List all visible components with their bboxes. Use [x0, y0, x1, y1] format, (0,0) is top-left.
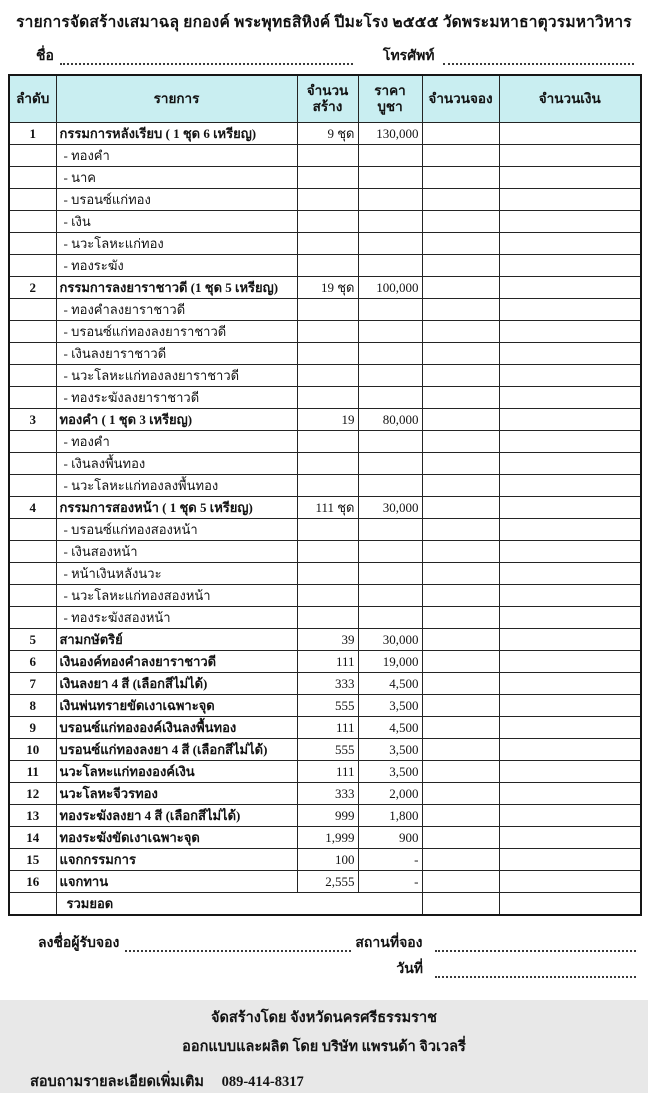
table-row [9, 233, 641, 255]
cell-qty [297, 453, 358, 475]
page-title: รายการจัดสร้างเสมาฉลุ ยกองค์ พระพุทธสิหิงค์ ปีมะโรง ๒๕๕๕ วัดพระมหาธาตุวรมหาวิหาร [16, 14, 632, 31]
cell-qty [297, 189, 358, 211]
cell-price [358, 211, 422, 233]
made-by-line: จัดสร้างโดย จังหวัดนครศรีธรรมราช [211, 1010, 437, 1026]
cell-item: เงินพ่นทรายขัดเงาเฉพาะจุด [56, 695, 297, 717]
cell-qty [297, 541, 358, 563]
cell-booking [422, 629, 499, 651]
cell-item: - บรอนซ์แก่ทองลงยาราชาวดี [56, 321, 297, 343]
cell-amount [499, 233, 641, 255]
table-row [9, 299, 641, 321]
cell-amount [499, 299, 641, 321]
cell-booking [422, 321, 499, 343]
cell-booking [422, 827, 499, 849]
cell-price: 30,000 [358, 497, 422, 519]
cell-no [9, 453, 56, 475]
cell-no [9, 607, 56, 629]
cell-no [9, 585, 56, 607]
cell-item: นวะโลหะแก่ทององค์เงิน [56, 761, 297, 783]
cell-qty [297, 365, 358, 387]
table-row [9, 761, 641, 783]
column-header-price [358, 75, 422, 123]
designer-line: ออกแบบและผลิต โดย บริษัท แพรนด้า จิวเวลรี่ [182, 1039, 466, 1055]
table-row [9, 673, 641, 695]
cell-qty: 2,555 [297, 871, 358, 893]
cell-no [9, 189, 56, 211]
cell-item: - ทองระฆัง [56, 255, 297, 277]
cell-qty: 111 [297, 651, 358, 673]
cell-price [358, 321, 422, 343]
cell-item: แจกกรรมการ [56, 849, 297, 871]
cell-qty: 19 ชุด [297, 277, 358, 299]
table-row [9, 783, 641, 805]
cell-booking [422, 717, 499, 739]
cell-amount [499, 717, 641, 739]
cell-booking [422, 233, 499, 255]
cell-amount [499, 145, 641, 167]
cell-item: - ทองระฆังลงยาราชาวดี [56, 387, 297, 409]
cell-price: 3,500 [358, 695, 422, 717]
cell-booking [422, 563, 499, 585]
cell-item: ทองคำ ( 1 ชุด 3 เหรียญ) [56, 409, 297, 431]
cell-qty [297, 145, 358, 167]
cell-item: ทองระฆังขัดเงาเฉพาะจุด [56, 827, 297, 849]
cell-amount [499, 651, 641, 673]
table-row [9, 145, 641, 167]
table-row [9, 277, 641, 299]
signature-line [38, 932, 640, 954]
cell-amount [499, 453, 641, 475]
cell-amount [499, 431, 641, 453]
cell-item: แจกทาน [56, 871, 297, 893]
cell-amount [499, 805, 641, 827]
cell-qty [297, 321, 358, 343]
column-header-no: ลำดับ [9, 75, 56, 123]
cell-price: - [358, 871, 422, 893]
cell-price: 80,000 [358, 409, 422, 431]
cell-qty: 333 [297, 783, 358, 805]
cell-price: 4,500 [358, 717, 422, 739]
table-row [9, 563, 641, 585]
cell-price [358, 299, 422, 321]
cell-no [9, 563, 56, 585]
cell-price: 30,000 [358, 629, 422, 651]
total-booking-cell [422, 893, 499, 916]
cell-amount [499, 255, 641, 277]
cell-qty: 111 ชุด [297, 497, 358, 519]
cell-amount [499, 871, 641, 893]
cell-no: 16 [9, 871, 56, 893]
cell-booking [422, 849, 499, 871]
cell-booking [422, 387, 499, 409]
signer-fill-line [125, 937, 351, 952]
cell-item: - หน้าเงินหลังนวะ [56, 563, 297, 585]
cell-no [9, 541, 56, 563]
cell-price [358, 585, 422, 607]
cell-booking [422, 739, 499, 761]
cell-qty: 111 [297, 761, 358, 783]
cell-amount [499, 849, 641, 871]
total-row [9, 893, 641, 916]
cell-price: 100,000 [358, 277, 422, 299]
cell-booking [422, 805, 499, 827]
table-row [9, 189, 641, 211]
date-label: วันที่ [396, 962, 423, 977]
cell-qty [297, 475, 358, 497]
cell-no: 4 [9, 497, 56, 519]
cell-amount [499, 123, 641, 145]
cell-no [9, 299, 56, 321]
column-header-qty-line2: สร้าง [312, 99, 343, 114]
cell-price: 3,500 [358, 739, 422, 761]
cell-booking [422, 497, 499, 519]
cell-price: - [358, 849, 422, 871]
cell-no [9, 343, 56, 365]
total-label: รวมยอด [56, 893, 422, 916]
cell-booking [422, 607, 499, 629]
total-no-cell [9, 893, 56, 916]
cell-qty: 1,999 [297, 827, 358, 849]
cell-amount [499, 277, 641, 299]
cell-item: - นวะโลหะแก่ทอง [56, 233, 297, 255]
cell-qty: 39 [297, 629, 358, 651]
cell-amount [499, 629, 641, 651]
table-row [9, 607, 641, 629]
cell-item: - นาค [56, 167, 297, 189]
phone-label: โทรศัพท์ [382, 49, 435, 64]
cell-amount [499, 783, 641, 805]
cell-booking [422, 783, 499, 805]
cell-item: บรอนซ์แก่ทองลงยา 4 สี (เลือกสีไม่ได้) [56, 739, 297, 761]
place-fill-line [435, 937, 636, 952]
cell-amount [499, 541, 641, 563]
cell-qty [297, 211, 358, 233]
signer-label: ลงชื่อผู้รับจอง [38, 936, 120, 951]
cell-no [9, 167, 56, 189]
cell-price [358, 563, 422, 585]
cell-price [358, 453, 422, 475]
cell-booking [422, 211, 499, 233]
cell-no: 9 [9, 717, 56, 739]
cell-qty: 19 [297, 409, 358, 431]
column-header-item: รายการ [56, 75, 297, 123]
cell-booking [422, 277, 499, 299]
cell-qty [297, 387, 358, 409]
cell-item: - เงินสองหน้า [56, 541, 297, 563]
name-label: ชื่อ [36, 49, 54, 64]
cell-price [358, 607, 422, 629]
cell-price [358, 541, 422, 563]
table-row [9, 123, 641, 145]
cell-item: - นวะโลหะแก่ทองลงพื้นทอง [56, 475, 297, 497]
table-row [9, 651, 641, 673]
cell-booking [422, 695, 499, 717]
cell-item: นวะโลหะจีวรทอง [56, 783, 297, 805]
cell-qty [297, 233, 358, 255]
cell-item: - ทองคำลงยาราชาวดี [56, 299, 297, 321]
column-header-amount: จำนวนเงิน [499, 75, 641, 123]
cell-booking [422, 299, 499, 321]
cell-no: 5 [9, 629, 56, 651]
cell-booking [422, 167, 499, 189]
cell-qty: 100 [297, 849, 358, 871]
cell-item: - ทองระฆังสองหน้า [56, 607, 297, 629]
total-amount-cell [499, 893, 641, 916]
cell-amount [499, 739, 641, 761]
cell-booking [422, 343, 499, 365]
table-row [9, 519, 641, 541]
table-row [9, 695, 641, 717]
column-header-booking: จำนวนจอง [422, 75, 499, 123]
cell-item: - บรอนซ์แก่ทองสองหน้า [56, 519, 297, 541]
cell-amount [499, 607, 641, 629]
cell-price [358, 167, 422, 189]
cell-qty [297, 607, 358, 629]
cell-item: - นวะโลหะแก่ทองลงยาราชาวดี [56, 365, 297, 387]
table-row [9, 805, 641, 827]
name-fill-line [60, 50, 353, 65]
cell-booking [422, 541, 499, 563]
cell-amount [499, 167, 641, 189]
table-row [9, 431, 641, 453]
cell-price: 3,500 [358, 761, 422, 783]
cell-no: 13 [9, 805, 56, 827]
cell-booking [422, 761, 499, 783]
cell-item: - บรอนซ์แก่ทอง [56, 189, 297, 211]
cell-item: - ทองคำ [56, 145, 297, 167]
cell-price [358, 189, 422, 211]
name-phone-line [36, 45, 638, 67]
table-row [9, 827, 641, 849]
cell-qty [297, 167, 358, 189]
cell-item: - เงินลงพื้นทอง [56, 453, 297, 475]
cell-booking [422, 409, 499, 431]
cell-amount [499, 761, 641, 783]
cell-no [9, 255, 56, 277]
table-row [9, 541, 641, 563]
cell-qty: 333 [297, 673, 358, 695]
cell-item: กรรมการสองหน้า ( 1 ชุด 5 เหรียญ) [56, 497, 297, 519]
cell-qty [297, 343, 358, 365]
table-row [9, 321, 641, 343]
cell-no [9, 387, 56, 409]
cell-booking [422, 475, 499, 497]
table-row [9, 849, 641, 871]
cell-no: 6 [9, 651, 56, 673]
cell-booking [422, 519, 499, 541]
cell-amount [499, 343, 641, 365]
table-row [9, 167, 641, 189]
cell-price: 130,000 [358, 123, 422, 145]
cell-price: 2,000 [358, 783, 422, 805]
cell-price [358, 145, 422, 167]
cell-price: 1,800 [358, 805, 422, 827]
cell-price [358, 233, 422, 255]
cell-qty: 555 [297, 695, 358, 717]
place-label: สถานที่จอง [355, 936, 423, 951]
cell-qty: 555 [297, 739, 358, 761]
cell-item: บรอนซ์แก่ทององค์เงินลงพื้นทอง [56, 717, 297, 739]
cell-no: 12 [9, 783, 56, 805]
table-row [9, 255, 641, 277]
cell-qty [297, 563, 358, 585]
table-row [9, 475, 641, 497]
cell-no: 14 [9, 827, 56, 849]
cell-amount [499, 475, 641, 497]
cell-amount [499, 365, 641, 387]
cell-item: - เงินลงยาราชาวดี [56, 343, 297, 365]
cell-qty [297, 299, 358, 321]
cell-no [9, 365, 56, 387]
cell-qty: 9 ชุด [297, 123, 358, 145]
contact-label: สอบถามรายละเอียดเพิ่มเติม [30, 1074, 204, 1090]
cell-booking [422, 673, 499, 695]
table-row [9, 453, 641, 475]
cell-booking [422, 453, 499, 475]
date-line [0, 958, 640, 980]
cell-no [9, 321, 56, 343]
cell-item: เงินลงยา 4 สี (เลือกสีไม่ได้) [56, 673, 297, 695]
contact-phone: 089-414-8317 [221, 1074, 304, 1090]
cell-booking [422, 123, 499, 145]
cell-item: ทองระฆังลงยา 4 สี (เลือกสีไม่ได้) [56, 805, 297, 827]
cell-amount [499, 497, 641, 519]
cell-booking [422, 431, 499, 453]
cell-amount [499, 189, 641, 211]
cell-price [358, 343, 422, 365]
cell-item: สามกษัตริย์ [56, 629, 297, 651]
cell-amount [499, 695, 641, 717]
table-row [9, 717, 641, 739]
cell-qty [297, 585, 358, 607]
cell-booking [422, 365, 499, 387]
cell-no: 1 [9, 123, 56, 145]
cell-item: - ทองคำ [56, 431, 297, 453]
cell-qty: 999 [297, 805, 358, 827]
cell-no: 15 [9, 849, 56, 871]
contact-line [30, 1070, 648, 1093]
cell-booking [422, 189, 499, 211]
cell-price: 4,500 [358, 673, 422, 695]
cell-no: 7 [9, 673, 56, 695]
cell-qty [297, 431, 358, 453]
cell-no: 10 [9, 739, 56, 761]
cell-booking [422, 145, 499, 167]
date-fill-line [435, 963, 636, 978]
cell-price: 19,000 [358, 651, 422, 673]
cell-no [9, 211, 56, 233]
column-header-qty-line1: จำนวน [306, 83, 349, 99]
cell-no [9, 233, 56, 255]
table-row [9, 497, 641, 519]
table-header [9, 75, 641, 123]
table-row [9, 585, 641, 607]
table-row [9, 739, 641, 761]
cell-amount [499, 519, 641, 541]
cell-item: - นวะโลหะแก่ทองสองหน้า [56, 585, 297, 607]
cell-booking [422, 651, 499, 673]
cell-item: กรรมการลงยาราชาวดี (1 ชุด 5 เหรียญ) [56, 277, 297, 299]
cell-booking [422, 585, 499, 607]
cell-price [358, 475, 422, 497]
cell-qty: 111 [297, 717, 358, 739]
cell-price [358, 519, 422, 541]
cell-item: - เงิน [56, 211, 297, 233]
cell-amount [499, 321, 641, 343]
cell-amount [499, 673, 641, 695]
cell-item: กรรมการหลังเรียบ ( 1 ชุด 6 เหรียญ) [56, 123, 297, 145]
table-row [9, 343, 641, 365]
cell-amount [499, 409, 641, 431]
cell-amount [499, 585, 641, 607]
table-row [9, 871, 641, 893]
phone-fill-line [443, 50, 634, 65]
cell-amount [499, 387, 641, 409]
cell-no [9, 475, 56, 497]
column-header-qty [297, 75, 358, 123]
cell-price [358, 365, 422, 387]
cell-no [9, 431, 56, 453]
order-table [8, 74, 642, 916]
cell-amount [499, 827, 641, 849]
column-header-price-line1: ราคา [374, 83, 406, 99]
cell-booking [422, 255, 499, 277]
table-row [9, 211, 641, 233]
column-header-price-line2: บูชา [377, 99, 403, 114]
cell-no: 2 [9, 277, 56, 299]
table-row [9, 629, 641, 651]
cell-qty [297, 519, 358, 541]
cell-item: เงินองค์ทองคำลงยาราชาวดี [56, 651, 297, 673]
cell-price [358, 431, 422, 453]
order-table-body [9, 123, 641, 893]
cell-price [358, 255, 422, 277]
cell-amount [499, 563, 641, 585]
table-row [9, 365, 641, 387]
cell-booking [422, 871, 499, 893]
table-row [9, 409, 641, 431]
cell-no: 3 [9, 409, 56, 431]
cell-amount [499, 211, 641, 233]
cell-no: 8 [9, 695, 56, 717]
cell-no [9, 519, 56, 541]
cell-price: 900 [358, 827, 422, 849]
cell-no: 11 [9, 761, 56, 783]
cell-qty [297, 255, 358, 277]
table-row [9, 387, 641, 409]
cell-no [9, 145, 56, 167]
cell-price [358, 387, 422, 409]
